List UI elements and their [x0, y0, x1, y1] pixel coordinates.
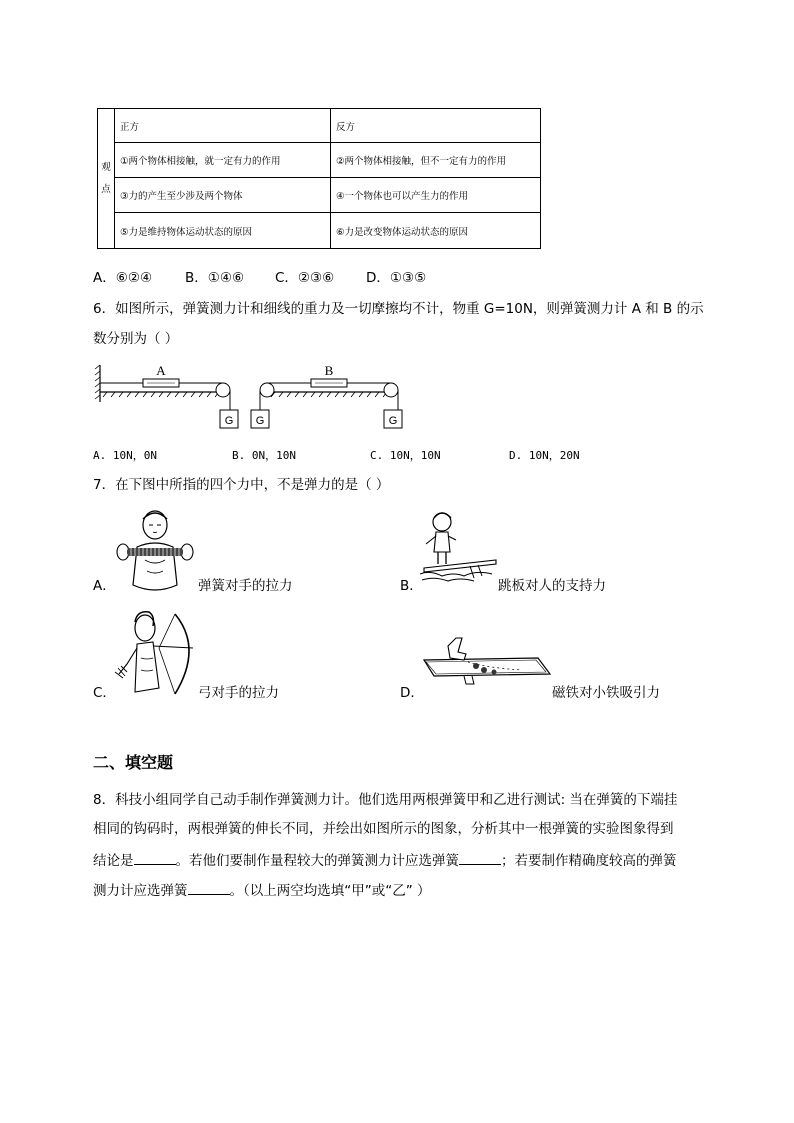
q7-option-b-letter[interactable]: B．	[400, 578, 423, 594]
table-cell	[115, 178, 331, 213]
weight-label-right: G	[388, 415, 398, 427]
viewpoint-header: 观 点	[101, 161, 111, 195]
viewpoints-table	[97, 108, 541, 249]
q8-line3-part2: 。若他们要制作量程较大的弹簧测力计应选弹簧	[175, 853, 459, 869]
section-heading: 二、填空题	[93, 753, 174, 772]
q7-option-a-text: 弹簧对手的拉力	[198, 578, 293, 594]
con-header-cell	[331, 109, 541, 143]
q5-option-b[interactable]: B．①④⑥	[185, 270, 245, 286]
weight-label-left: G	[224, 415, 234, 427]
con-statement-4: ④一个物体也可以产生力的作用	[336, 191, 469, 202]
answer-blank-2[interactable]	[459, 850, 501, 865]
q5-option-d[interactable]: D．①③⑤	[366, 270, 427, 286]
table-cell	[331, 178, 541, 213]
q6-spring-scale-diagram	[95, 360, 415, 432]
figure-a-spring-stretch	[115, 505, 195, 600]
answer-blank-1[interactable]	[134, 850, 176, 865]
q6-stem-line2: 数分别为（ ）	[93, 331, 179, 347]
label-scale-a: A	[156, 363, 166, 378]
q7-option-d-letter[interactable]: D．	[400, 685, 424, 701]
weight-label-middle: G	[255, 415, 265, 427]
figure-b-diving-board	[420, 510, 500, 585]
right-apparatus	[251, 379, 402, 428]
q5-option-c[interactable]: C．②③⑥	[275, 270, 335, 286]
table-cell	[331, 143, 541, 178]
q6-option-d[interactable]: D. 10N，20N	[509, 449, 580, 462]
q7-option-a-letter[interactable]: A．	[93, 578, 116, 594]
q7-option-c-text: 弓对手的拉力	[198, 685, 279, 701]
label-scale-b: B	[324, 363, 334, 378]
left-apparatus	[95, 365, 238, 428]
answer-blank-3[interactable]	[188, 880, 230, 895]
q6-option-b[interactable]: B. 0N，10N	[232, 449, 296, 462]
q8-line2: 相同的钩码时，两根弹簧的伸长不同，并绘出如图所示的图象，分析其中一根弹簧的实验图象得到	[93, 821, 674, 837]
con-statement-6: ⑥力是改变物体运动状态的原因	[336, 226, 469, 238]
q7-option-c-letter[interactable]: C．	[93, 685, 116, 701]
table-cell	[115, 213, 331, 249]
q7-option-b-text: 跳板对人的支持力	[498, 578, 606, 594]
table-cell	[331, 213, 541, 249]
q8-line3-part3: ；若要制作精确度较高的弹簧	[501, 853, 677, 869]
figure-d-magnet-plate	[418, 632, 558, 694]
con-statement-2: ②两个物体相接触，但不一定有力的作用	[336, 156, 507, 167]
pro-header-cell	[115, 109, 331, 143]
q6-option-a[interactable]: A. 10N，0N	[93, 449, 157, 462]
q8-line4	[93, 880, 431, 901]
q7-stem: 7．在下图中所指的四个力中，不是弹力的是（ ）	[93, 477, 390, 493]
q8-line3-part1: 结论是	[93, 853, 134, 869]
con-header: 反方	[336, 121, 356, 133]
q8-line3	[93, 850, 677, 871]
q8-line4-part1: 测力计应选弹簧	[93, 883, 188, 899]
pro-header: 正方	[120, 121, 140, 133]
figure-c-archer	[115, 608, 200, 703]
q7-option-d-text: 磁铁对小铁吸引力	[552, 685, 660, 701]
viewpoint-header-cell	[98, 109, 115, 249]
q6-option-c[interactable]: C. 10N，10N	[370, 449, 441, 462]
pro-statement-1: ①两个物体相接触，就一定有力的作用	[120, 156, 281, 167]
pro-statement-5: ⑤力是维持物体运动状态的原因	[120, 226, 253, 238]
table-cell	[115, 143, 331, 178]
q5-option-a[interactable]: A．⑥②④	[93, 270, 153, 286]
pro-statement-3: ③力的产生至少涉及两个物体	[120, 191, 243, 202]
q8-line1: 8．科技小组同学自己动手制作弹簧测力计。他们选用两根弹簧甲和乙进行测试: 当在弹簧的下端挂	[93, 792, 678, 808]
q6-stem-line1: 6．如图所示，弹簧测力计和细线的重力及一切摩擦均不计，物重 G=10N，则弹簧测力计 A 和 B 的示	[93, 301, 704, 317]
q8-line4-part2: 。（以上两空均选填“甲”或“乙” ）	[229, 883, 431, 899]
